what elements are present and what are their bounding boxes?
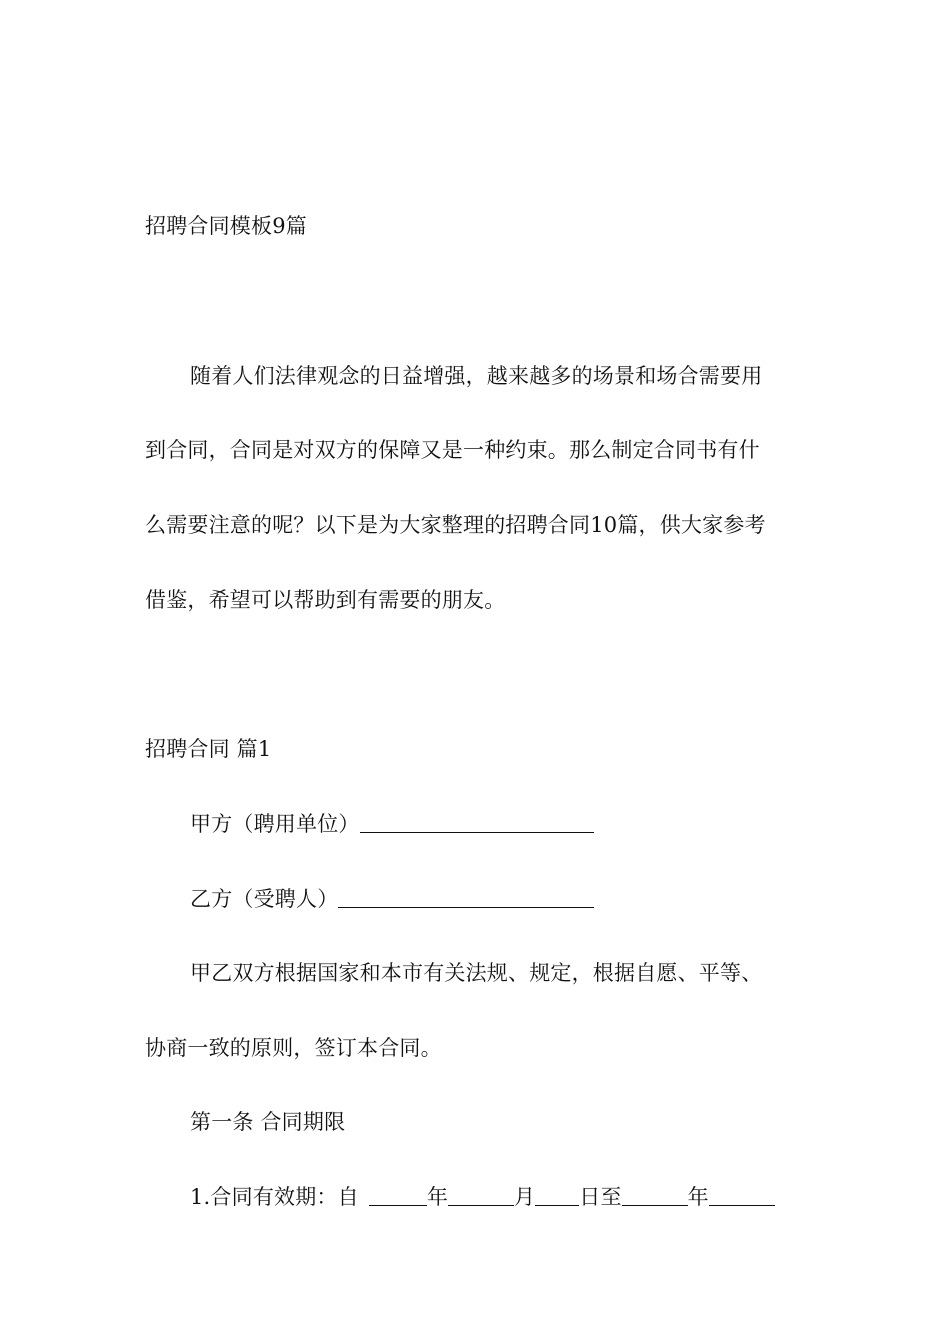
article-one-heading: 第一条 合同期限 (190, 1110, 346, 1134)
document-title: 招聘合同模板9篇 (145, 214, 307, 238)
start-year-blank (369, 1185, 427, 1206)
party-b-blank (338, 887, 594, 908)
agreement-line-1: 甲乙双方根据国家和本市有关法规、规定，根据自愿、平等、 (190, 961, 763, 985)
day-to-label: 日至 (579, 1185, 622, 1209)
intro-line-4: 借鉴，希望可以帮助到有需要的朋友。 (145, 588, 506, 612)
party-a-label: 甲方（聘用单位） (190, 812, 360, 836)
end-month-blank (709, 1185, 775, 1206)
intro-line-3: 么需要注意的呢？以下是为大家整理的招聘合同10篇，供大家参考 (145, 513, 766, 537)
section-heading: 招聘合同 篇1 (145, 737, 272, 761)
intro-line-1: 随着人们法律观念的日益增强，越来越多的场景和场合需要用 (190, 364, 763, 388)
start-day-blank (535, 1185, 579, 1206)
party-b-line (190, 886, 594, 912)
intro-line-2: 到合同，合同是对双方的保障又是一种约束。那么制定合同书有什 (145, 438, 760, 462)
term-clause-line (190, 1184, 775, 1210)
end-year-blank (622, 1185, 688, 1206)
party-b-label: 乙方（受聘人） (190, 887, 339, 911)
term-prefix: 1.合同有效期：自 (190, 1185, 359, 1209)
party-a-line (190, 811, 594, 837)
start-month-blank (448, 1185, 514, 1206)
party-a-blank (360, 812, 594, 833)
end-year-label: 年 (687, 1185, 709, 1209)
agreement-line-2: 协商一致的原则，签订本合同。 (145, 1036, 442, 1060)
start-month-label: 月 (514, 1185, 536, 1209)
start-year-label: 年 (426, 1185, 449, 1209)
